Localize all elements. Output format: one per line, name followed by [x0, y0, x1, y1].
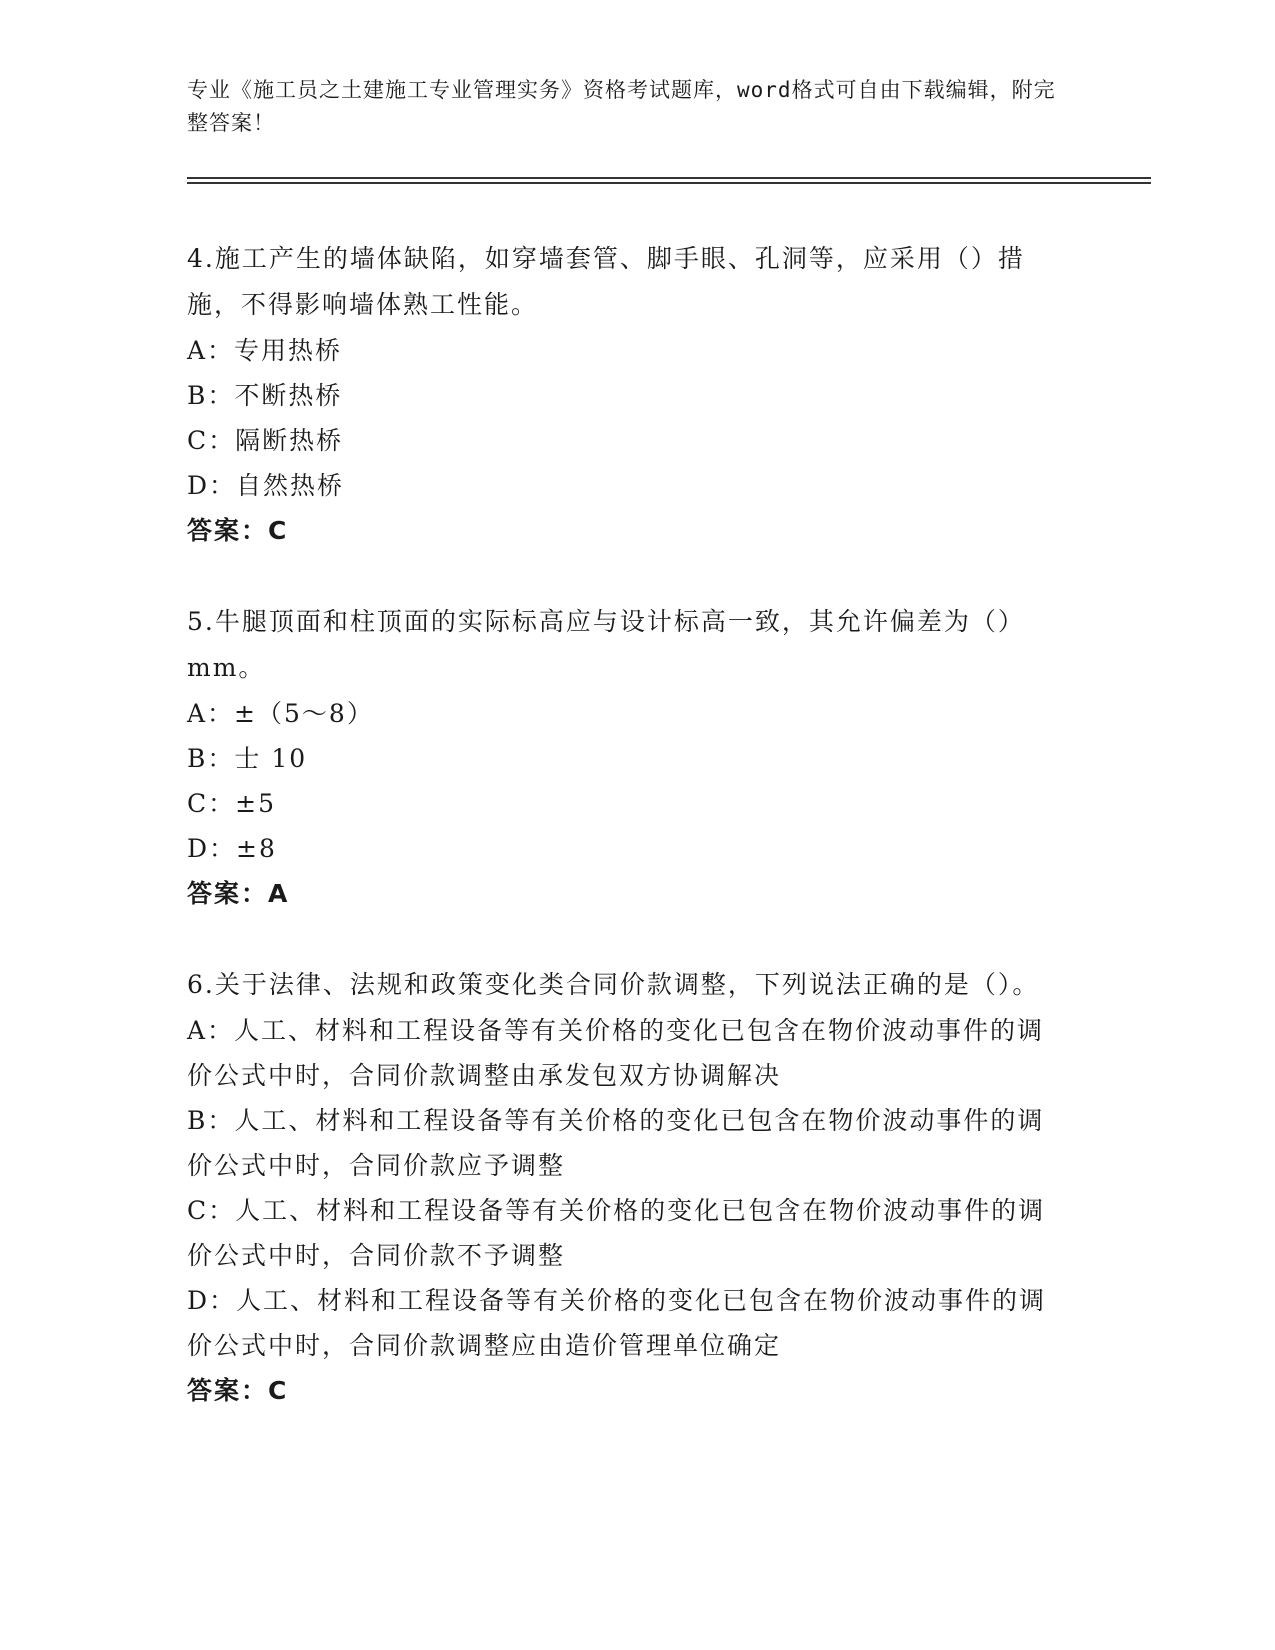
option-d: D：自然热桥 [187, 471, 345, 500]
answer: 答案：A [187, 879, 290, 908]
option-a: A：人工、材料和工程设备等有关价格的变化已包含在物价波动事件的调价公式中时，合同价款调整由承发包双方协调解决 [187, 1016, 1045, 1090]
question-stem: 4.施工产生的墙体缺陷，如穿墙套管、脚手眼、孔洞等，应采用（）措施，不得影响墙体熟工性能。 [187, 244, 1025, 319]
option-c: C：±5 [187, 789, 276, 818]
header-divider-bottom [187, 182, 1151, 184]
option-d: D：人工、材料和工程设备等有关价格的变化已包含在物价波动事件的调价公式中时，合同价款调整应由造价管理单位确定 [187, 1286, 1047, 1360]
option-d: D：±8 [187, 834, 277, 863]
header-divider-top [187, 177, 1151, 179]
question-stem: 6.关于法律、法规和政策变化类合同价款调整，下列说法正确的是（）。 [187, 970, 1040, 999]
question-4 [187, 236, 1067, 554]
option-c: C：人工、材料和工程设备等有关价格的变化已包含在物价波动事件的调价公式中时，合同价款不予调整 [187, 1196, 1046, 1270]
option-b: B：人工、材料和工程设备等有关价格的变化已包含在物价波动事件的调价公式中时，合同价款应予调整 [187, 1106, 1045, 1180]
option-b: B：士 10 [187, 744, 308, 773]
answer: 答案：C [187, 1376, 289, 1405]
question-stem: 5.牛腿顶面和柱顶面的实际标高应与设计标高一致，其允许偏差为（）mm。 [187, 607, 1025, 682]
question-5 [187, 599, 1067, 917]
document-header: 专业《施工员之土建施工专业管理实务》资格考试题库，word格式可自由下载编辑，附完整答案！ [187, 78, 1056, 135]
option-b: B：不断热桥 [187, 381, 343, 410]
option-a: A：专用热桥 [187, 336, 343, 365]
option-c: C：隔断热桥 [187, 426, 344, 455]
question-6 [187, 962, 1067, 1414]
option-a: A：±（5～8） [187, 699, 374, 728]
answer: 答案：C [187, 516, 289, 545]
